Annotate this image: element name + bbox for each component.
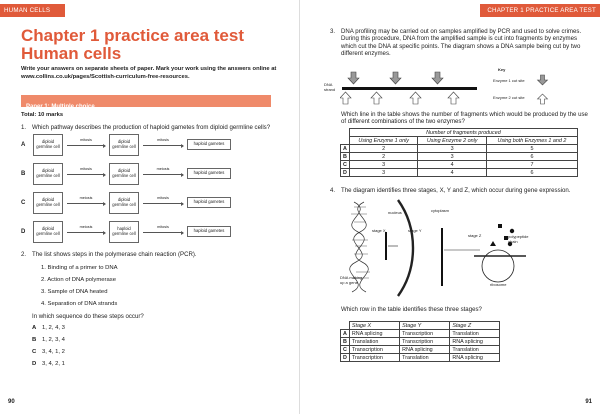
table-row [341, 330, 500, 338]
pathway-box: haploid gametes [187, 139, 231, 150]
table-cell: Translation [450, 346, 500, 354]
question-text: The list shows steps in the polymerase chain reaction (PCR). [32, 251, 197, 258]
column-header: Using both Enzymes 1 and 2 [486, 137, 577, 145]
table-cell: 7 [486, 161, 577, 169]
question-2-ask: In which sequence do these steps occur? [32, 313, 144, 320]
polypeptide-label: polypeptide chain [508, 234, 529, 244]
stage-z-label: stage Z [468, 233, 482, 238]
table-corner [341, 129, 350, 137]
key-enzyme-1-arrow [538, 75, 548, 85]
pathway-arrow [67, 203, 105, 204]
right-page [300, 0, 600, 414]
answer-option-b [32, 337, 65, 343]
question-4 [330, 187, 592, 194]
option-letter: A [32, 325, 37, 331]
pathway-arrow-label: mitosis [80, 138, 92, 142]
gene-expression-diagram [340, 198, 540, 298]
section-header-text: HUMAN CELLS [4, 7, 51, 14]
table-corner [341, 322, 350, 330]
pathway-box: diploid germline cell [33, 134, 63, 156]
table-cell: 4 [418, 169, 487, 177]
question-number: 3. [330, 28, 336, 35]
table-cell: Translation [400, 354, 450, 362]
ribosome-shape [482, 250, 514, 282]
table-cell: RNA splicing [450, 338, 500, 346]
list-item: 3. Sample of DNA heated [41, 289, 108, 295]
table-row [341, 145, 578, 153]
option-letter: D [32, 361, 37, 367]
table-cell: 5 [486, 145, 577, 153]
table-title: Number of fragments produced [349, 129, 577, 137]
stage-y-label: stage Y [408, 228, 422, 233]
table-cell: 3 [418, 153, 487, 161]
option-letter: B [21, 171, 26, 177]
section-header-text: CHAPTER 1 PRACTICE AREA TEST [487, 7, 596, 14]
option-value: 3, 4, 1, 2 [42, 349, 65, 355]
column-header: Stage Y [400, 322, 450, 330]
table-row [341, 161, 578, 169]
column-header: Using Enzyme 2 only [418, 137, 487, 145]
row-label: B [341, 338, 350, 346]
pathway-arrow [67, 145, 105, 146]
table-cell: 3 [349, 169, 418, 177]
question-3 [330, 28, 592, 58]
enzyme-2-cut-arrow [448, 92, 459, 104]
row-label: C [341, 161, 350, 169]
instructions: Write your answers on separate sheets of paper. Mark your work using the answers online at www.collins.co.uk/pages/Scottish-curriculum-free-resources. [21, 66, 277, 80]
pathway-box: haploid gametes [187, 168, 231, 179]
column-header: Using Enzyme 1 only [349, 137, 418, 145]
enzyme-1-cut-arrow [432, 72, 443, 84]
option-value: 1, 2, 3, 4 [42, 337, 65, 343]
option-letter: C [32, 349, 37, 355]
row-label: D [341, 169, 350, 177]
table-corner [341, 137, 350, 145]
table-cell: Translation [450, 330, 500, 338]
row-label: D [341, 354, 350, 362]
nucleus-label: nucleus [388, 210, 402, 215]
row-label: A [341, 330, 350, 338]
table-row [341, 338, 500, 346]
page-number: 91 [585, 399, 592, 405]
table-header-row [341, 322, 500, 330]
cut-site-arrows [340, 70, 485, 106]
question-1 [21, 124, 281, 131]
section-header [480, 4, 600, 17]
enzyme-1-cut-arrow [348, 72, 359, 84]
column-header: Stage Z [450, 322, 500, 330]
table-cell: 3 [349, 161, 418, 169]
pathway-arrow [67, 174, 105, 175]
pathway-arrow-label: mitosis [157, 138, 169, 142]
pathway-arrow [143, 174, 183, 175]
dna-strand-label: DNA strand [324, 82, 336, 92]
row-label: A [341, 145, 350, 153]
table-cell: 4 [418, 161, 487, 169]
answer-option-d [32, 361, 65, 367]
option-value: 3, 4, 2, 1 [42, 361, 65, 367]
answer-option-a [32, 325, 65, 331]
chapter-title [21, 27, 281, 63]
pathway-box: diploid germline cell [109, 192, 139, 214]
option-value: 1, 2, 4, 3 [42, 325, 65, 331]
fragments-table [340, 128, 578, 177]
question-text: The diagram identifies three stages, X, Y and Z, which occur during gene expression. [341, 187, 571, 194]
pathway-option [21, 220, 261, 246]
option-letter: B [32, 337, 37, 343]
ribosome-label: ribosome [490, 282, 507, 287]
enzyme-1-cut-arrow [390, 72, 401, 84]
paper-title-bar [21, 95, 271, 110]
answer-option-c [32, 349, 65, 355]
question-2 [21, 251, 281, 258]
question-4-ask: Which row in the table identifies these three stages? [341, 306, 482, 313]
table-cell: RNA splicing [349, 330, 399, 338]
table-row [341, 354, 500, 362]
question-3-ask: Which line in the table shows the number of fragments which would be produced by the use of different combinations of the two enzymes? [341, 111, 588, 126]
pathway-arrow-label: mitosis [157, 196, 169, 200]
option-letter: D [21, 229, 26, 235]
chapter-title-line1: Chapter 1 practice area test [21, 26, 244, 45]
pathway-arrow-label: meiosis [79, 225, 93, 229]
pathway-arrow [143, 145, 183, 146]
table-cell: 2 [349, 153, 418, 161]
list-item: 4. Separation of DNA strands [41, 301, 118, 307]
table-row [341, 346, 500, 354]
pathway-box: diploid germline cell [33, 221, 63, 243]
question-number: 1. [21, 124, 27, 131]
section-header [0, 4, 65, 17]
question-text: DNA profiling may be carried out on samples amplified by PCR and used to solve crimes. During this procedure, DNA from the amplified sample is cut into fragments by enzymes which cut the DNA at specific points. The diagram shows a DNA sample being cut by two different enzymes. [341, 28, 582, 58]
table-cell: 2 [349, 145, 418, 153]
list-item: 2. Action of DNA polymerase [41, 277, 116, 283]
option-letter: C [21, 200, 26, 206]
stage-x-label: stage X [372, 228, 386, 233]
key-arrows [536, 74, 550, 106]
pathway-option [21, 162, 261, 188]
table-cell: 3 [418, 145, 487, 153]
table-cell: Transcription [400, 330, 450, 338]
table-header-row [341, 129, 578, 137]
table-cell: Transcription [349, 346, 399, 354]
table-cell: Transcription [400, 338, 450, 346]
question-text: Which pathway describes the production of haploid gametes from diploid germline cells? [32, 124, 271, 131]
cytoplasm-label: cytoplasm [431, 208, 450, 213]
table-cell: 6 [486, 153, 577, 161]
pathway-arrow-label: meiosis [156, 167, 170, 171]
list-item: 1. Binding of a primer to DNA [41, 265, 118, 271]
key-enzyme-1: Enzyme 1 cut site [493, 78, 525, 83]
table-cell: Translation [349, 338, 399, 346]
pathway-box: diploid germline cell [109, 163, 139, 185]
row-label: C [341, 346, 350, 354]
pathway-arrow [67, 232, 105, 233]
enzyme-2-cut-arrow [340, 92, 351, 104]
key-enzyme-2-arrow [538, 94, 548, 104]
table-cell: RNA splicing [450, 354, 500, 362]
pathway-arrow [143, 203, 183, 204]
table-cell: Transcription [349, 354, 399, 362]
row-label: B [341, 153, 350, 161]
pathway-box: haploid gametes [187, 197, 231, 208]
paper-title: Paper 1: Multiple choice [26, 104, 95, 110]
key-enzyme-2: Enzyme 2 cut site [493, 95, 525, 100]
table-cell: RNA splicing [400, 346, 450, 354]
key-title: Key [498, 67, 506, 72]
pathway-option [21, 133, 261, 159]
pathway-box: diploid germline cell [33, 192, 63, 214]
pathway-arrow-label: mitosis [80, 167, 92, 171]
table-row [341, 153, 578, 161]
table-cell: 6 [486, 169, 577, 177]
page-number: 90 [8, 399, 15, 405]
pathway-box: haploid gametes [187, 226, 231, 237]
pathway-option [21, 191, 261, 217]
pathway-box: haploid germline cell [109, 221, 139, 243]
chapter-title-line2: Human cells [21, 44, 122, 63]
pathway-arrow-label: meiosis [79, 196, 93, 200]
question-number: 2. [21, 251, 27, 258]
column-header: Stage X [349, 322, 399, 330]
table-header-row [341, 137, 578, 145]
pathway-box: diploid germline cell [33, 163, 63, 185]
enzyme-2-cut-arrow [371, 92, 382, 104]
total-marks: Total: 10 marks [21, 112, 64, 118]
pathway-arrow-label: mitosis [157, 225, 169, 229]
stages-table [340, 321, 500, 362]
enzyme-2-cut-arrow [410, 92, 421, 104]
pathway-box: diploid germline cell [109, 134, 139, 156]
question-number: 4. [330, 187, 336, 194]
dna-gene-label: DNA making up a gene [340, 275, 363, 285]
table-row [341, 169, 578, 177]
pathway-arrow [143, 232, 183, 233]
option-letter: A [21, 142, 26, 148]
